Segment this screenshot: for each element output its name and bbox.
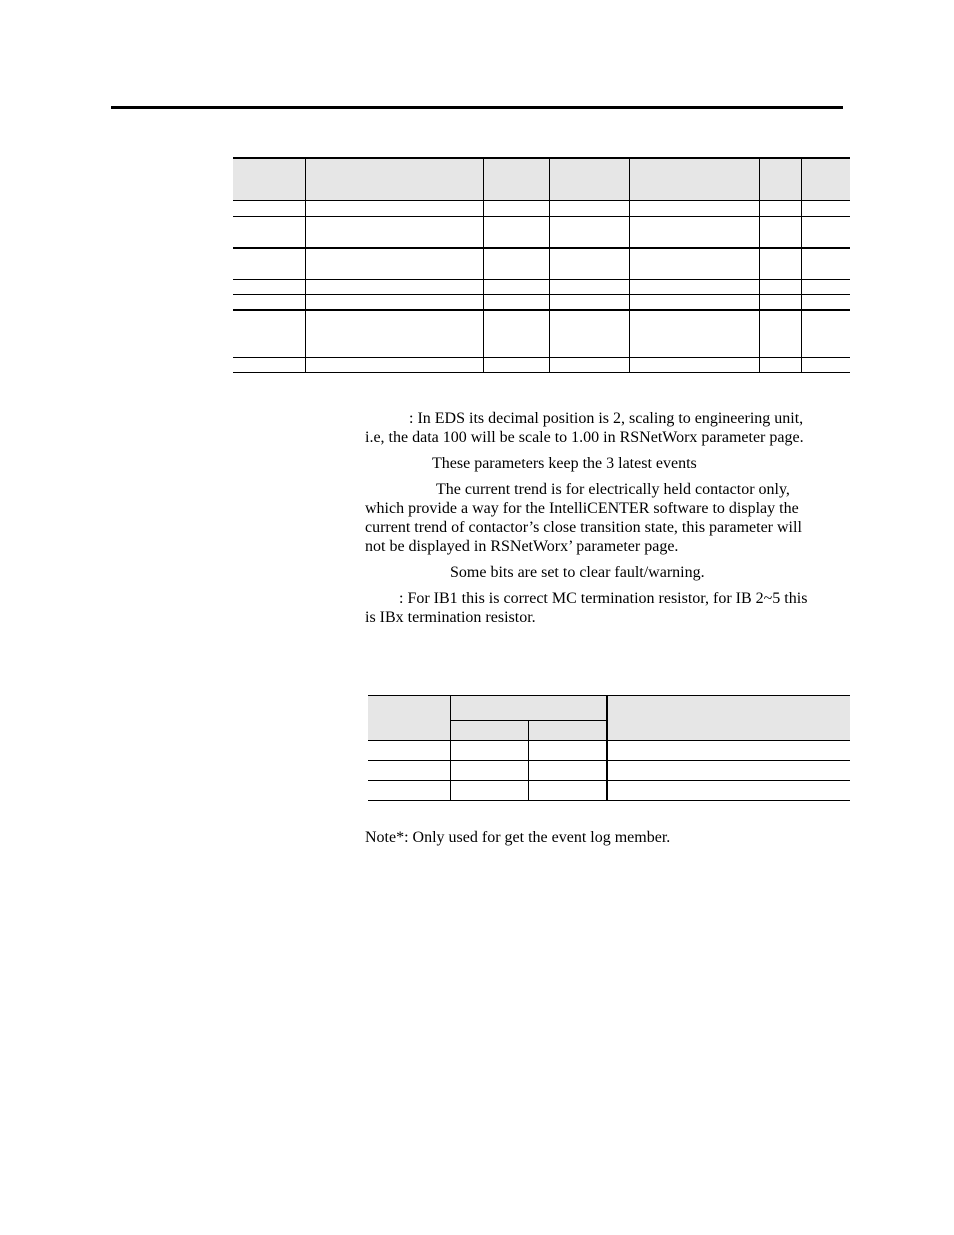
header-cell xyxy=(528,721,607,741)
header-cell xyxy=(801,158,850,201)
header-cell xyxy=(368,696,450,741)
note-latest-events: These parameters keep the 3 latest events xyxy=(432,455,697,472)
parameter-table xyxy=(233,157,850,373)
header-cell xyxy=(607,696,850,741)
note-current-trend: The current trend is for electrically held contactor only, which provide a way for the IntelliCENTER software to display the current trend of contactor’s close transition state, this parameter will not be displayed in RSNetWorx’ parameter page. xyxy=(365,481,802,555)
table-row xyxy=(233,201,850,217)
header-rule xyxy=(111,106,843,109)
table-row xyxy=(233,310,850,358)
table-header-row xyxy=(233,158,850,201)
header-cell xyxy=(233,158,305,201)
header-cell xyxy=(629,158,759,201)
table-row xyxy=(233,280,850,295)
header-cell xyxy=(450,721,528,741)
table-row xyxy=(233,295,850,310)
table-row xyxy=(233,217,850,248)
table-row xyxy=(233,248,850,280)
event-log-table xyxy=(368,695,850,801)
table-row xyxy=(368,761,850,781)
header-cell xyxy=(450,696,607,721)
header-cell xyxy=(549,158,629,201)
table-header-row xyxy=(368,696,850,721)
header-cell xyxy=(483,158,549,201)
table-row xyxy=(368,781,850,801)
note-decimal-position: : In EDS its decimal position is 2, scaling to engineering unit, xyxy=(409,410,804,427)
header-cell xyxy=(305,158,483,201)
note-clear-bits: Some bits are set to clear fault/warning. xyxy=(450,564,705,581)
note-termination-resistor: : For IB1 this is correct MC termination resistor, for IB 2~5 this is IBx termination resistor. xyxy=(365,590,808,626)
table-row xyxy=(368,741,850,761)
header-cell xyxy=(759,158,801,201)
table-row xyxy=(233,358,850,373)
footnote: Note*: Only used for get the event log member. xyxy=(365,829,671,846)
parameter-notes: : In EDS its decimal position is 2, scaling to engineering unit, i.e, the data 100 will be scale to 1.00 in RSNetWorx parameter page. These parameters keep the 3 latest events The current trend is for electrically held contactor only, which provide a way for the IntelliCENTER software to display the current trend of contactor’s close transition state, this parameter will not be displayed in RSNetWorx’ parameter page. Some bits are set to clear fault/warning. : For IB1 this is correct MC termination resistor, for IB 2~5 this is IBx termination resistor. xyxy=(365,409,840,634)
